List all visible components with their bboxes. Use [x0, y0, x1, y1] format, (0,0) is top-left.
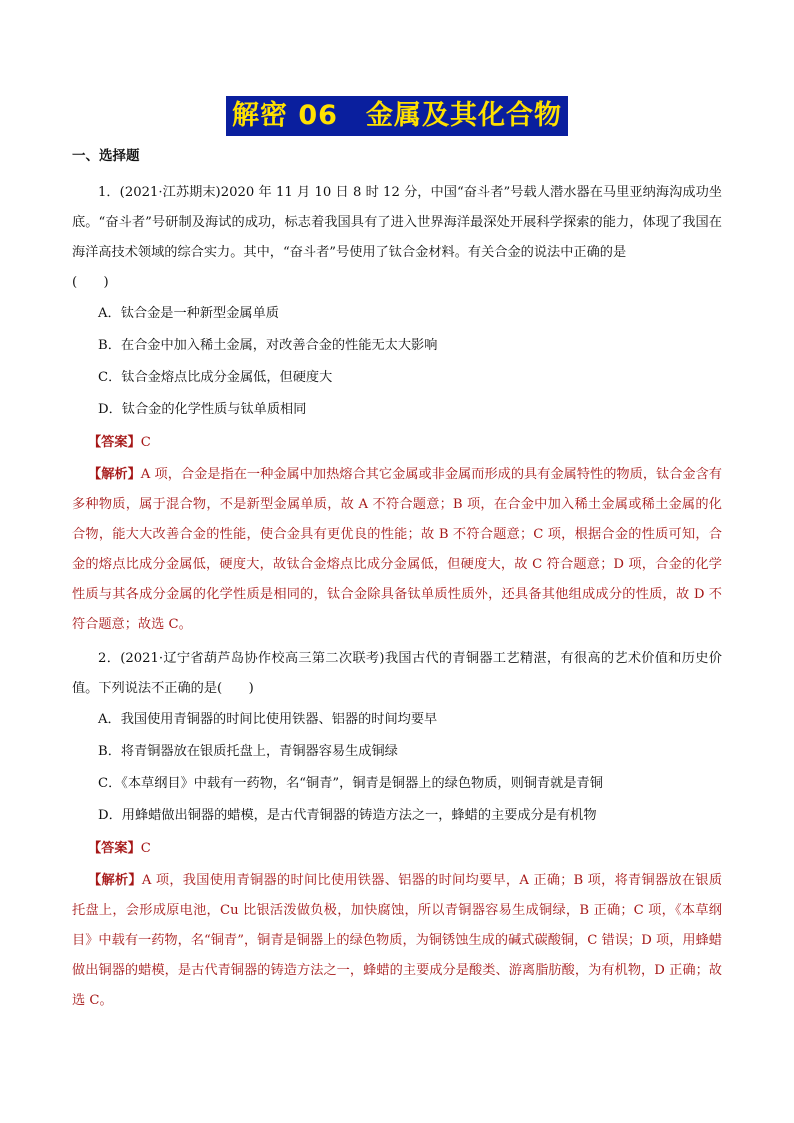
answer-label: 【答案】: [88, 435, 141, 450]
option-a: A．我国使用青铜器的时间比使用铁器、铝器的时间均要早: [98, 712, 438, 727]
answer-label: 【答案】: [88, 841, 141, 856]
analysis-label: 【解析】: [88, 873, 142, 888]
option-d: D．钛合金的化学性质与钛单质相同: [98, 402, 307, 417]
question-stem: 2．(2021·辽宁省葫芦岛协作校高三第二次联考)我国古代的青铜器工艺精湛，有很高的艺术价值和历史价值。下列说法不正确的是( ): [72, 651, 722, 696]
question-1: [72, 178, 722, 640]
answer-line: [72, 426, 722, 460]
option-c: C．《本草纲目》中载有一药物，名“铜青”，铜青是铜器上的绿色物质，则铜青就是青铜: [98, 776, 603, 791]
option-b: B．在合金中加入稀土金属，对改善合金的性能无太大影响: [98, 338, 438, 353]
option-a: A．钛合金是一种新型金属单质: [98, 306, 279, 321]
answer-value: C: [140, 841, 151, 856]
option-b: B．将青铜器放在银质托盘上，青铜器容易生成铜绿: [98, 744, 398, 759]
document-title: 解密 06 金属及其化合物: [226, 96, 568, 136]
answer-blank: ( ): [72, 275, 109, 290]
title-wrap: [0, 96, 794, 136]
answer-value: C: [140, 435, 151, 450]
option-d: D．用蜂蜡做出铜器的蜡模，是古代青铜器的铸造方法之一，蜂蜡的主要成分是有机物: [98, 808, 597, 823]
analysis-paragraph: [72, 866, 722, 1016]
answer-line: [72, 832, 722, 866]
question-stem: 1．(2021·江苏期末)2020 年 11 月 10 日 8 时 12 分，中国“奋斗者”号载人潜水器在马里亚纳海沟成功坐底。“奋斗者”号研制及海试的成功，标志着我国具有了进入世界海洋最深处开展科学探索的能力，体现了我国在海洋高技术领域的综合实力。其中，“奋斗者”号使用了钛合金材料。有关合金的说法中正确的是: [72, 185, 722, 260]
option-c: C．钛合金熔点比成分金属低，但硬度大: [98, 370, 333, 385]
section-heading: 一、选择题: [72, 148, 140, 164]
analysis-text: A 项，我国使用青铜器的时间比使用铁器、铝器的时间均要早，A 正确；B 项，将青铜器放在银质托盘上，会形成原电池，Cu 比银活泼做负极，加快腐蚀，所以青铜器容易生成铜绿，B 正确；C 项，《本草纲目》中载有一药物，名“铜青”，铜青是铜器上的绿色物质，为铜锈蚀生成的碱式碳酸铜，C 错误；D 项，用蜂蜡做出铜器的蜡模，是古代青铜器的铸造方法之一，蜂蜡的主要成分是酸类、游离脂肪酸，为有机物，D 正确；故选 C。: [72, 873, 723, 1008]
analysis-paragraph: [72, 460, 722, 640]
analysis-text: A 项，合金是指在一种金属中加热熔合其它金属或非金属而形成的具有金属特性的物质，钛合金含有多种物质，属于混合物，不是新型金属单质，故 A 不符合题意；B 项，在合金中加入稀土金属或稀土金属的化合物，能大大改善合金的性能，使合金具有更优良的性能；故 B 不符合题意；C 项，根据合金的性质可知，合金的熔点比成分金属低，硬度大，故钛合金熔点比成分金属低，但硬度大，故 C 符合题意；D 项，合金的化学性质与其各成分金属的化学性质是相同的，钛合金除具备钛单质性质外，还具备其他组成成分的性质，故 D 不符合题意；故选 C。: [72, 467, 722, 632]
analysis-label: 【解析】: [88, 467, 141, 482]
question-2: [72, 644, 722, 1016]
content: [72, 146, 722, 1020]
